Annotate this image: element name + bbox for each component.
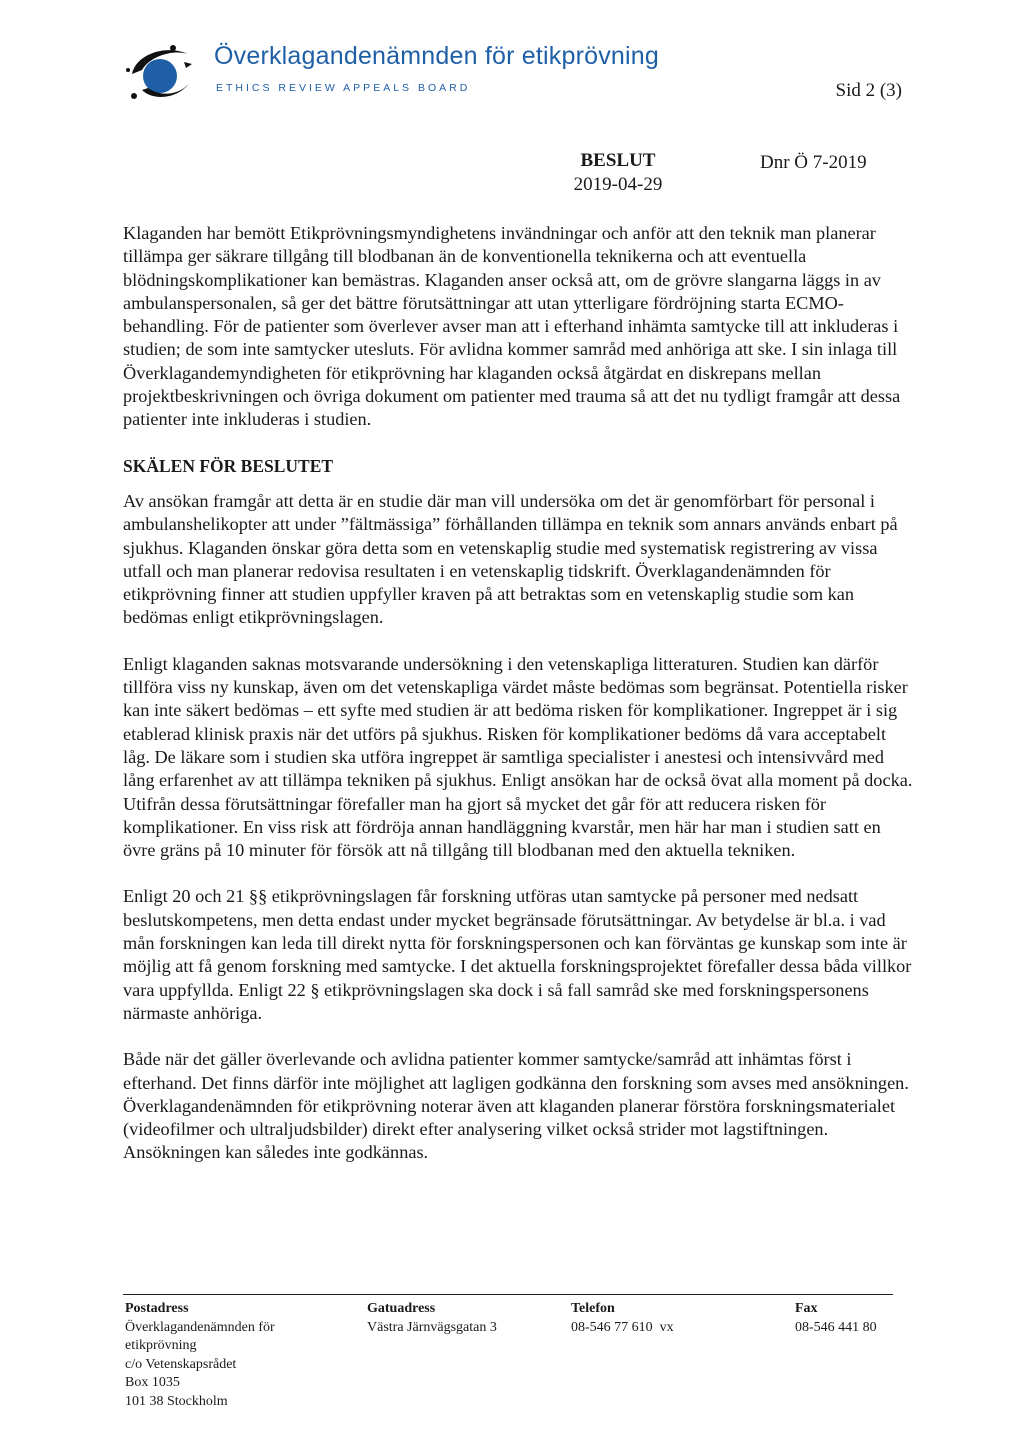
letterhead	[108, 34, 928, 104]
footer-postal-address	[125, 1300, 345, 1411]
fax-label: Fax	[795, 1301, 818, 1316]
postal-label: Postadress	[125, 1301, 189, 1316]
decision-block	[570, 150, 666, 196]
paragraph-appellant-response: Klaganden har bemött Etikprövningsmyndighetens invändningar och anför att den teknik man planerar tillämpa ger säkrare tillgång till blodbanan än de konventionella teknikerna och att eventuella blödningskomplikationer kan bemästras. Klaganden anser också att, om de grövre slangarna läggs in av ambulanspersonalen, så ger det bättre förutsättningar att utan ytterligare fördröjning starta ECMO-behandling. För de patienter som överlever avser man att i efterhand inhämta samtycke till att inkluderas i studien; de som inte samtycker utesluts. För avlidna kommer samråd med anhöriga att ske. I sin inlaga till Överklagandemyndigheten för etikprövning har klaganden också åtgärdat en diskrepans mellan projektbeskrivningen och övriga dokument om patienter med trauma så att det nu tydligt framgår att dessa patienter inte inkluderas i studien.	[123, 223, 901, 430]
page-number: Sid 2 (3)	[835, 80, 902, 101]
postal-line: Box 1035	[125, 1375, 180, 1390]
street-value: Västra Järnvägsgatan 3	[367, 1319, 497, 1335]
organization-name: Överklagandenämnden för etikprövning	[214, 42, 659, 70]
street-label: Gatuadress	[367, 1301, 436, 1316]
organization-subtitle: ETHICS REVIEW APPEALS BOARD	[216, 82, 471, 94]
case-number: Dnr Ö 7-2019	[760, 152, 867, 173]
decision-date: 2019-04-29	[573, 174, 663, 195]
postal-line: 101 38 Stockholm	[125, 1393, 228, 1409]
footer-phone	[571, 1300, 771, 1337]
section-heading: SKÄLEN FÖR BESLUTET	[123, 455, 334, 476]
footer-fax	[795, 1300, 915, 1337]
postal-line: etikprövning	[125, 1338, 197, 1353]
postal-line: c/o Vetenskapsrådet	[125, 1356, 237, 1372]
footer-divider	[123, 1294, 893, 1295]
document-body	[123, 222, 913, 1188]
board-logo-icon	[118, 40, 208, 102]
postal-line: Överklagandenämnden för	[125, 1319, 275, 1335]
paragraph-study-purpose: Av ansökan framgår att detta är en studie där man vill undersöka om det är genomförbart för personal i ambulanshelikopter att under ”fältmässiga” förhållanden tillämpa en teknik som annars används enbart på sjukhus. Klaganden önskar göra detta som en vetenskaplig studie med systematisk registrering av vissa utfall och man planerar redovisa resultaten i en vetenskaplig tidskrift. Överklagandenämnden för etikprövning finner att studien uppfyller kraven på att betraktas som en vetenskaplig studie som kan bedömas enligt etikprövningslagen.	[123, 490, 898, 628]
paragraph-legal-consent: Enligt 20 och 21 §§ etikprövningslagen får forskning utföras utan samtycke på personer med nedsatt beslutskompetens, men detta endast under mycket begränsade förutsättningar. Av betydelse är bl.a. i vad mån forskningen kan leda till direkt nytta för forskningspersonen och kan förväntas ge kunskap som inte är möjlig att få genom forskning med samtycke. I det aktuella forskningsprojektet förefaller dessa båda villkor vara uppfyllda. Enligt 22 § etikprövningslagen ska dock i så fall samråd ske med forskningspersonens närmaste anhöriga.	[123, 886, 912, 1023]
phone-value: 08-546 77 610 vx	[571, 1319, 674, 1335]
footer-street-address	[367, 1300, 567, 1337]
paragraph-risk-assessment: Enligt klaganden saknas motsvarande undersökning i den vetenskapliga litteraturen. Studien kan därför tillföra viss ny kunskap, även om det vetenskapliga värdet måste bedömas som begränsat. Potentiella risker kan inte säkert bedömas – ett syfte med studien är att bedöma risken för komplikationer. Ingreppet är i sig etablerad klinisk praxis när det utförs på sjukhus. Risken för komplikationer bedöms då vara acceptabelt låg. De läkare som i studien ska utföra ingreppet är samtliga specialister i anestesi och intensivvård med lång erfarenhet av att tillämpa tekniken på sjukhus. Enligt ansökan har de också övat alla moment på docka. Utifrån dessa förutsättningar förefaller man ha gjort så mycket det går för att reducera risken för komplikationer. En viss risk att fördröja annan handläggning kvarstår, men här har man i studien satt en övre gräns på 10 minuter för försök att nå tillgång till blodbanan med den aktuella tekniken.	[123, 653, 913, 861]
fax-value: 08-546 441 80	[795, 1319, 877, 1335]
paragraph-conclusion: Både när det gäller överlevande och avlidna patienter kommer samtycke/samråd att inhämtas först i efterhand. Det finns därför inte möjlighet att lagligen godkänna den forskning som avses med ansökningen. Överklagandenämnden för etikprövning noterar även att klaganden planerar förstöra forskningsmaterialet (videofilmer och ultraljudsbilder) direkt efter analysering vilket också strider mot lagstiftningen. Ansökningen kan således inte godkännas.	[123, 1049, 909, 1163]
decision-title: BESLUT	[580, 150, 656, 171]
phone-label: Telefon	[571, 1301, 615, 1316]
